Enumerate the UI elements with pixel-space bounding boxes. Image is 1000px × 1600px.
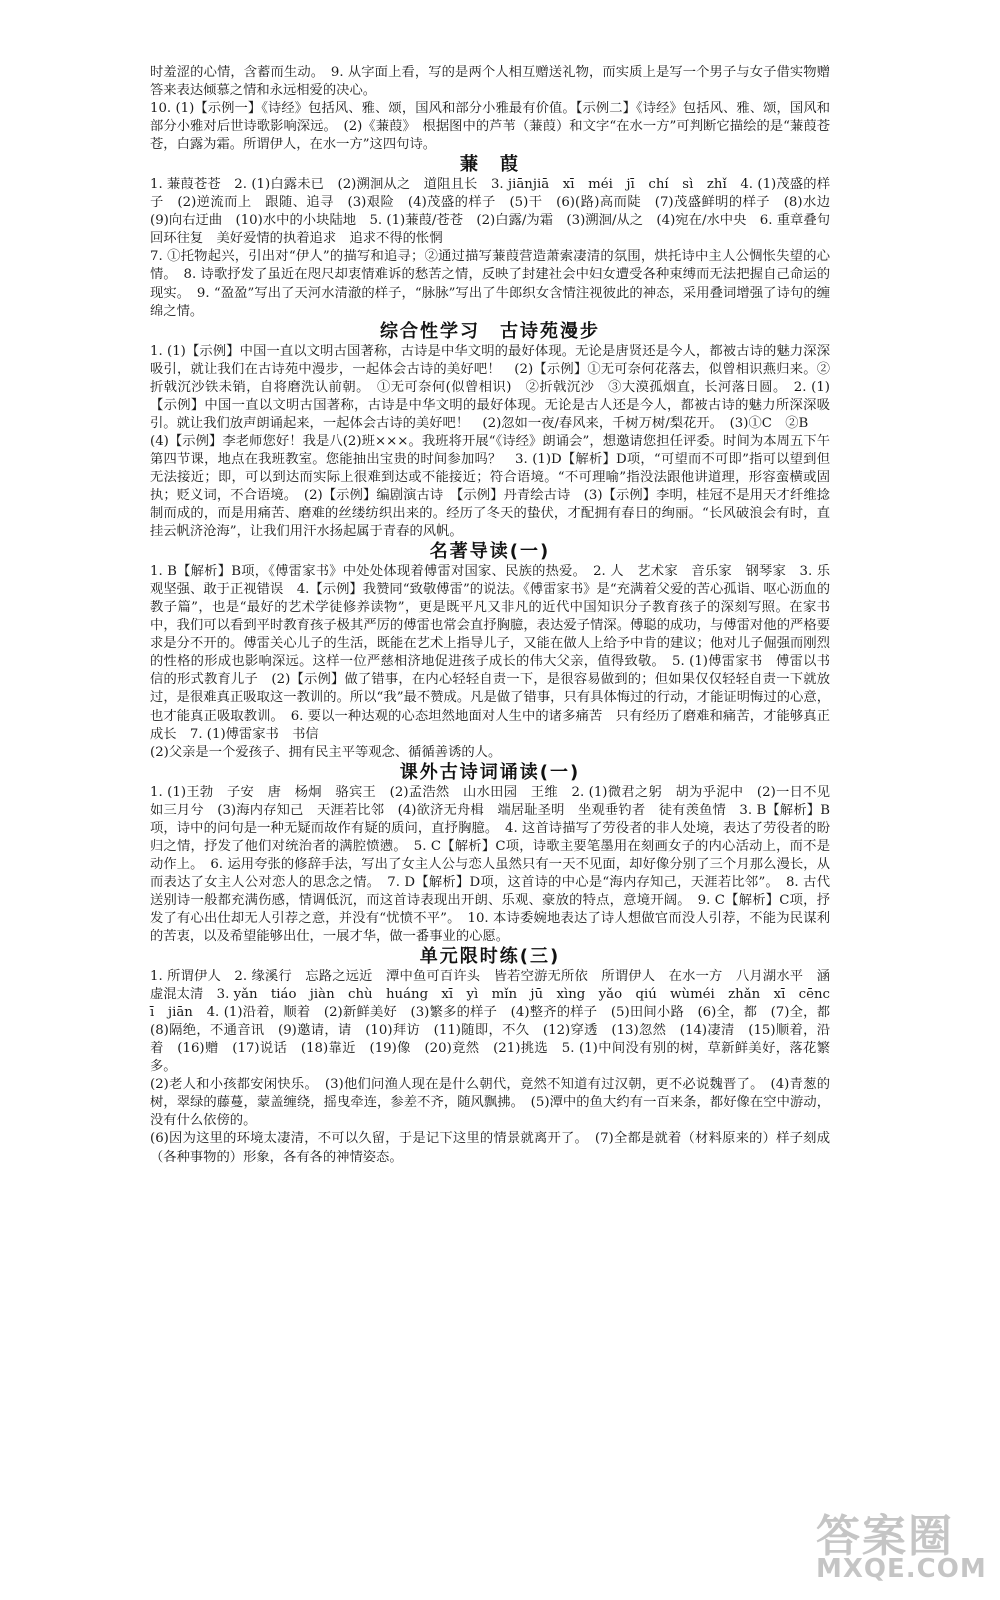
section <box>150 321 830 542</box>
section <box>150 154 844 320</box>
answer-paragraph: 1. B【解析】B项，《傅雷家书》中处处体现着傅雷对国家、民族的热爱。 2. 人 艺术家 音乐家 钢琴家 3. 乐观坚强、敢于正视错误 4.【示例】我赞同“致敬傅雷”的说法。《傅雷家书》是“充满着父爱的苦心孤诣、呕心沥血的教子篇”，也是“最好的艺术学徒修养读物”，更是既平凡又非凡的近代中国知识分子教育孩子的深刻写照。在家书中，我们可以看到平时教育孩子极其严厉的傅雷也常会直抒胸臆，表达爱子情深。傅聪的成功，与傅雷对他的严格要求是分不开的。傅雷关心儿子的生活，既能在艺术上指导儿子，又能在做人上给予中肯的建议；他对儿子倔强而刚烈的性格的形成也影响深远。这样一位严慈相济地促进孩子成长的伟大父亲，值得致敬。 5. (1)傅雷家书 傅雷以书信的形式教育儿子 (2)【示例】做了错事，在内心轻轻自责一下，是很容易做到的；但如果仅仅轻轻自责一下就放过，是很难真正吸取这一教训的。所以“我”最不赞成。凡是做了错事，只有具体悔过的行动，才能证明悔过的心意，也才能真正吸取教训。 6. 要以一种达观的心态坦然地面对人生中的诸多痛苦 只有经历了磨难和痛苦，才能够真正成长 7. (1)傅雷家书 书信 <box>150 564 830 742</box>
section-title: 课外古诗词诵读(一) <box>399 761 581 783</box>
section-title: 综合性学习 古诗苑漫步 <box>380 320 600 342</box>
answer-paragraph: (6)因为这里的环境太凄清，不可以久留，于是记下这里的情景就离开了。 (7)全都是就着（材料原来的）样子刻成（各种事物的）形象，各有各的神情姿态。 <box>150 1131 830 1165</box>
answer-paragraph: 1. 所谓伊人 2. 缘溪行 忘路之远近 潭中鱼可百许头 皆若空游无所依 所谓伊人 在水一方 八月湖水平 涵虚混太清 3. yǎn tiáo jiàn chù huáng xī yì mǐn jū xìng yǎo qiú wùméi zhǎn xī cēncī jiān 4. (1)沿着，顺着 (2)新鲜美好 (3)繁多的样子 (4)整齐的样子 (5)田间小路 (6)全，都 (7)全，都 (8)隔绝，不通音讯 (9)邀请，请 (10)拜访 (11)随即，不久 (12)穿透 (13)忽然 (14)凄清 (15)顺着，沿着 (16)赠 (17)说话 (18)靠近 (19)像 (20)竟然 (21)挑选 5. (1)中间没有别的树，草新鲜美好，落花繁多。 <box>150 969 844 1075</box>
answer-paragraph: 7. ①托物起兴，引出对“伊人”的描写和追寻；②通过描写蒹葭营造萧索凄清的氛围，烘托诗中主人公惆怅失望的心情。 8. 诗歌抒发了虽近在咫尺却衷情难诉的愁苦之情，反映了封建社会中妇女遭受各种束缚而无法把握自己命运的现实。 9. “盈盈”写出了天河水清澈的样子，“脉脉”写出了牛郎织女含情注视彼此的神态，采用叠词增强了诗句的缠绵之情。 <box>150 249 830 319</box>
intro-block <box>150 64 830 154</box>
section-title: 名著导读(一) <box>429 541 551 563</box>
watermark-site-text: MXQE.COM <box>816 1554 987 1584</box>
intro-paragraph: 时羞涩的心情，含蓄而生动。 9. 从字面上看，写的是两个人相互赠送礼物，而实质上是写一个男子与女子借实物赠答来表达倾慕之情和永远相爱的决心。 <box>150 65 830 99</box>
section-title: 单元限时练(三) <box>419 946 561 968</box>
answer-paragraph: 1. 蒹葭苍苍 2. (1)白露未已 (2)溯洄从之 道阻且长 3. jiānjiā xī méi jī chí sì zhǐ 4. (1)茂盛的样子 (2)逆流而上 跟随、追寻 (3)艰险 (4)茂盛的样子 (5)干 (6)(路)高而陡 (7)茂盛鲜明的样子 (8)水边 (9)向右迂曲 (10)水中的小块陆地 5. (1)蒹葭/苍苍 (2)白露/为霜 (3)溯洄/从之 (4)宛在/水中央 6. 重章叠句 回环往复 美好爱情的执着追求 追求不得的怅惘 <box>150 177 844 247</box>
answer-paragraph: 1. (1)王勃 子安 唐 杨炯 骆宾王 (2)孟浩然 山水田园 王维 2. (1)微君之躬 胡为乎泥中 (2)一日不见 如三月兮 (3)海内存知己 天涯若比邻 (4)欲济无舟楫 端居耻圣明 坐观垂钓者 徒有羡鱼情 3. B【解析】B项，诗中的问句是一种无疑而故作有疑的质问，直抒胸臆。 4. 这首诗描写了劳役者的非人处境，表达了劳役者的盼归之情，抒发了他们对统治者的满腔愤懑。 5. C【解析】C项，诗歌主要笔墨用在刻画女子的内心活动上，而不是动作上。 6. 运用夸张的修辞手法，写出了女主人公与恋人虽然只有一天不见面，却好像分别了三个月那么漫长，从而表达了女主人公对恋人的思念之情。 7. D【解析】D项，这首诗的中心是“海内存知己，天涯若比邻”。 8. 古代送别诗一般都充满伤感，情调低沉，而这首诗表现出开朗、乐观、豪放的特点，意境开阔。 9. C【解析】C项，抒发了有心出仕却无人引荐之意，并没有“忧愤不平”。 10. 本诗委婉地表达了诗人想做官而没人引荐，不能为民谋利的苦衷，以及希望能够出仕，一展才华，做一番事业的心愿。 <box>150 784 844 945</box>
watermark-logo <box>808 1500 988 1596</box>
answer-paragraph: 1. (1)【示例】中国一直以文明古国著称，古诗是中华文明的最好体现。无论是唐贤还是今人，都被古诗的魅力深深吸引，就让我们在古诗苑中漫步，一起体会古诗的美好吧！ (2)【示例】①无可奈何花落去，似曾相识燕归来。②折戟沉沙铁未销，自将磨洗认前朝。 ①无可奈何(似曾相识) ②折戟沉沙 ③大漠孤烟直，长河落日圆。 2. (1)【示例】中国一直以文明古国著称，古诗是中华文明的最好体现。无论是古人还是今人，都被古诗的魅力所深深吸引。就让我们放声朗诵起来，一起体会古诗的美好吧！ (2)忽如一夜/春风来，千树万树/梨花开。 (3)①C ②B <box>150 343 830 431</box>
section <box>150 761 844 946</box>
answer-key-content <box>150 64 844 1167</box>
section <box>150 946 844 1167</box>
intro-paragraph: 10. (1)【示例一】《诗经》包括风、雅、颂，国风和部分小雅最有价值。【示例二】《诗经》包括风、雅、颂，国风和部分小雅对后世诗歌影响深远。 (2)《蒹葭》 根据图中的芦苇（蒹葭）和文字“在水一方”可判断它描绘的是“蒹葭苍苍，白露为霜。所谓伊人，在水一方”这四句诗。 <box>150 101 830 153</box>
answer-paragraph: (2)父亲是一个爱孩子、拥有民主平等观念、循循善诱的人。 <box>150 744 502 760</box>
answer-paragraph: (2)老人和小孩都安闲快乐。 (3)他们问渔人现在是什么朝代，竟然不知道有过汉朝，更不必说魏晋了。 (4)青葱的树，翠绿的藤蔓，蒙盖缠绕，摇曳牵连，参差不齐，随风飘拂。 (5)潭中的鱼大约有一百来条，都好像在空中游动，没有什么依傍的。 <box>150 1077 830 1129</box>
answer-paragraph: (4)【示例】李老师您好！我是八(2)班×××。我班将开展“《诗经》朗诵会”，想邀请您担任评委。时间为本周五下午第四节课，地点在我班教室。您能抽出宝贵的时间参加吗？ 3. (1)D【解析】D项，“可望而不可即”指可以望到但无法接近；即，可以到达而实际上很难到达或不能接近；符合语境。“不可理喻”指没法跟他讲道理，形容蛮横或固执；贬义词，不合语境。 (2)【示例】编剧演古诗 【示例】丹青绘古诗 (3)【示例】李明，桂冠不是用天才纤维捻制而成的，而是用痛苦、磨难的丝缕纺织出来的。经历了冬天的蛰伏，才配拥有春日的绚丽。“长风破浪会有时，直挂云帆济沧海”，让我们用汗水扬起属于青春的风帆。 <box>150 433 830 540</box>
section-title: 蒹 葭 <box>460 154 520 176</box>
section <box>150 541 830 762</box>
watermark-logo-text: 答案圈 <box>816 1511 954 1562</box>
